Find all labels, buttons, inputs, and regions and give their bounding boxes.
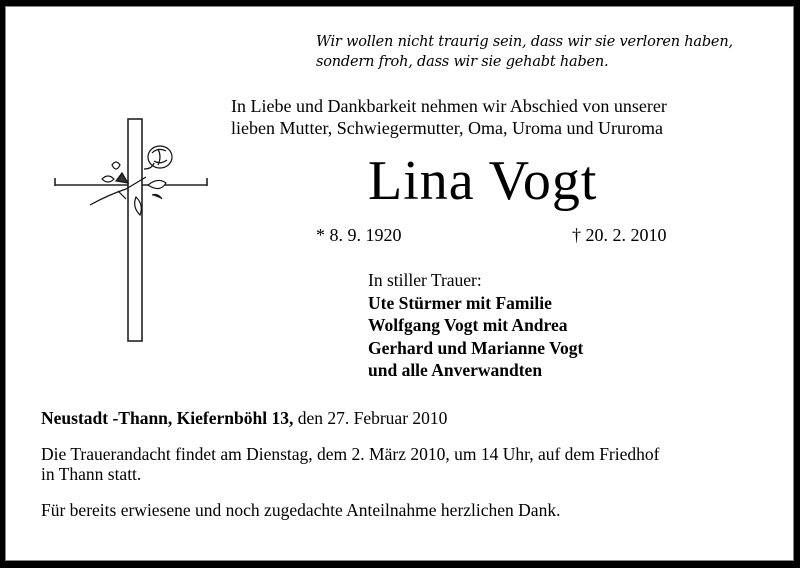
address: Neustadt -Thann, Kiefernböhl 13, xyxy=(41,408,294,428)
mourner-name: Gerhard und Marianne Vogt xyxy=(368,337,584,358)
ceremony-info xyxy=(41,444,659,484)
birth-date: * 8. 9. 1920 xyxy=(316,225,402,245)
death-date: † 20. 2. 2010 xyxy=(572,225,667,245)
thanks-text: Für bereits erwiesene und noch zugedachte Anteilnahme herzlichen Dank. xyxy=(41,500,561,520)
mourners-heading: In stiller Trauer: xyxy=(368,270,482,290)
intro-line-1: In Liebe und Dankbarkeit nehmen wir Abschied von unserer xyxy=(231,96,667,116)
mourner-name: Ute Stürmer mit Familie xyxy=(368,292,552,313)
intro-text xyxy=(231,95,667,139)
ceremony-line-2: in Thann statt. xyxy=(41,464,142,484)
motto-quote xyxy=(316,32,733,72)
intro-line-2: lieben Mutter, Schwiegermutter, Oma, Uroma und Ururoma xyxy=(231,118,663,138)
deceased-name: Lina Vogt xyxy=(368,150,598,212)
ceremony-line-1: Die Trauerandacht findet am Dienstag, dem 2. März 2010, um 14 Uhr, auf dem Friedhof xyxy=(41,444,660,464)
notice-date: den 27. Februar 2010 xyxy=(293,408,448,428)
motto-line-1: Wir wollen nicht traurig sein, dass wir sie verloren haben, xyxy=(316,34,733,50)
cross-with-rose-icon xyxy=(48,117,218,357)
mourners-block xyxy=(368,269,583,382)
mourner-name: und alle Anverwandten xyxy=(368,360,543,380)
motto-line-2: sondern froh, dass wir sie gehabt haben. xyxy=(316,54,609,70)
mourner-name: Wolfgang Vogt mit Andrea xyxy=(368,315,568,335)
address-date-line xyxy=(41,408,447,429)
obituary-notice xyxy=(5,6,794,561)
